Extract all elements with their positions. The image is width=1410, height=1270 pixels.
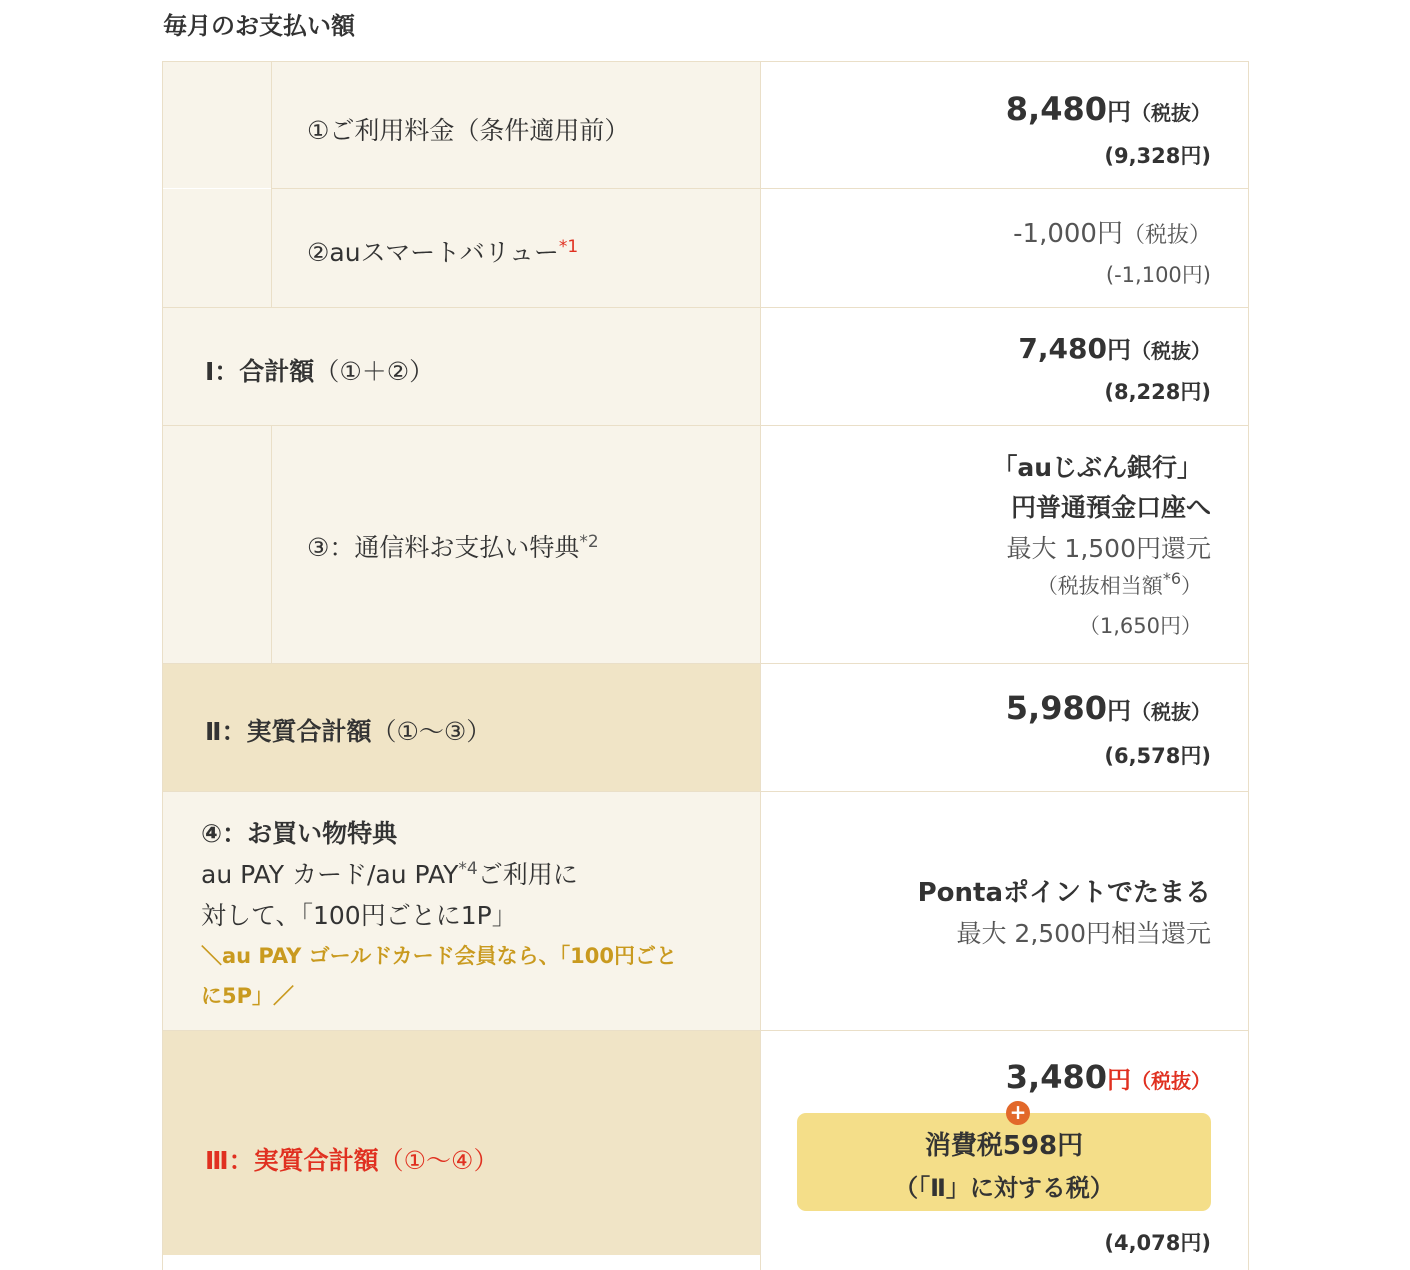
consumption-tax: 消費税598円 <box>924 1131 1084 1161</box>
tax-basis-note: （「Ⅱ」に対する税） <box>894 1174 1114 1202</box>
price-value: 3,480 <box>1005 1058 1107 1096</box>
gold-card-note-end: に5P」／ <box>201 984 295 1008</box>
price-value: 7,480 <box>1018 332 1107 365</box>
footnote-asterisk[interactable]: *6 <box>1162 569 1181 588</box>
page-title: 毎月のお支払い額 <box>163 12 355 40</box>
row-value-cell <box>760 62 1248 188</box>
footnote-asterisk[interactable]: *2 <box>579 532 599 552</box>
row-effective-total <box>163 664 1248 791</box>
row-total <box>163 308 1248 425</box>
yen-unit: 円 <box>1107 336 1131 364</box>
tax-included-price: (9,328円) <box>1104 144 1211 168</box>
row-label: Ⅲ：実質合計額（①〜④） <box>205 1146 499 1175</box>
row-label-cell <box>163 426 760 663</box>
row-label: ①ご利用料金（条件適用前） <box>307 116 630 145</box>
benefit-description: au PAY カード/au PAY$^{*4}$ご利用に <box>201 859 578 889</box>
row-payment-benefit <box>163 426 1248 663</box>
tax-note: （税抜） <box>1131 700 1211 724</box>
payment-table <box>162 61 1249 1270</box>
benefit-title: ④：お買い物特典 <box>201 819 398 848</box>
row-label-cell <box>163 664 760 791</box>
max-point-return: 最大 2,500円相当還元 <box>956 919 1211 948</box>
benefit-rate: 対して、「100円ごとに1P」 <box>201 901 517 930</box>
row-effective-total-final <box>163 1031 1248 1270</box>
row-usage-fee <box>163 62 1248 188</box>
row-value-cell <box>760 426 1248 663</box>
row-value-cell <box>760 1031 1248 1270</box>
price-line <box>1006 1058 1211 1096</box>
gold-card-note: ＼au PAY ゴールドカード会員なら、「100円ごと <box>201 944 677 968</box>
yen-unit: 円 <box>1107 1066 1131 1094</box>
tax-included-price: (6,578円) <box>1104 744 1211 768</box>
price-line <box>1006 90 1211 128</box>
row-label-cell <box>163 1031 760 1255</box>
yen-unit: 円 <box>1107 98 1131 126</box>
tax-note: （税抜） <box>1131 101 1211 125</box>
tax-included-price: (8,228円) <box>1104 380 1211 404</box>
row-shopping-benefit <box>163 792 1248 1030</box>
price-line <box>1013 213 1211 250</box>
yen-unit: 円 <box>1107 697 1131 725</box>
price-value: -1,000円 <box>1013 219 1123 249</box>
row-label-cell <box>163 189 760 307</box>
footnote-asterisk[interactable]: *1 <box>558 237 579 257</box>
price-line <box>1006 689 1211 727</box>
row-value-cell <box>760 792 1248 1030</box>
row-label-cell <box>163 308 760 425</box>
tax-note: （税抜） <box>1122 223 1211 248</box>
row-label: Ⅰ：合計額（①＋②） <box>205 357 435 386</box>
price-line <box>1018 330 1211 365</box>
consumption-tax-box <box>797 1113 1211 1211</box>
row-label-cell <box>163 62 760 188</box>
footnote-asterisk[interactable]: *4 <box>458 859 478 879</box>
tax-included-price: (-1,100円) <box>1105 263 1211 287</box>
tax-note: （税抜） <box>1131 1069 1211 1093</box>
ponta-points: Pontaポイントでたまる <box>917 878 1211 908</box>
max-return: 最大 1,500円還元 <box>1006 534 1211 563</box>
tax-included-price: (4,078円) <box>1104 1231 1211 1255</box>
price-value: 5,980 <box>1005 689 1107 727</box>
tax-note: （税抜） <box>1131 339 1211 363</box>
row-label: ③：通信料お支払い特典$^{*2}$ <box>307 532 599 562</box>
row-smart-value <box>163 189 1248 307</box>
tax-excluded-note: （税抜相当額$^{*6}$） <box>1036 569 1202 598</box>
row-value-cell <box>760 189 1248 307</box>
bank-name: 「auじぶん銀行」 <box>992 453 1202 482</box>
row-label: Ⅱ：実質合計額（①〜③） <box>205 717 492 746</box>
row-value-cell <box>760 664 1248 791</box>
price-value: 8,480 <box>1005 90 1107 128</box>
tax-included-return: （1,650円） <box>1078 614 1202 638</box>
row-value-cell <box>760 308 1248 425</box>
plus-icon: + <box>1006 1101 1030 1125</box>
row-label: ②auスマートバリュー$^{*1}$ <box>307 237 579 267</box>
row-label-cell <box>163 792 760 1030</box>
deposit-account: 円普通預金口座へ <box>1010 493 1211 522</box>
